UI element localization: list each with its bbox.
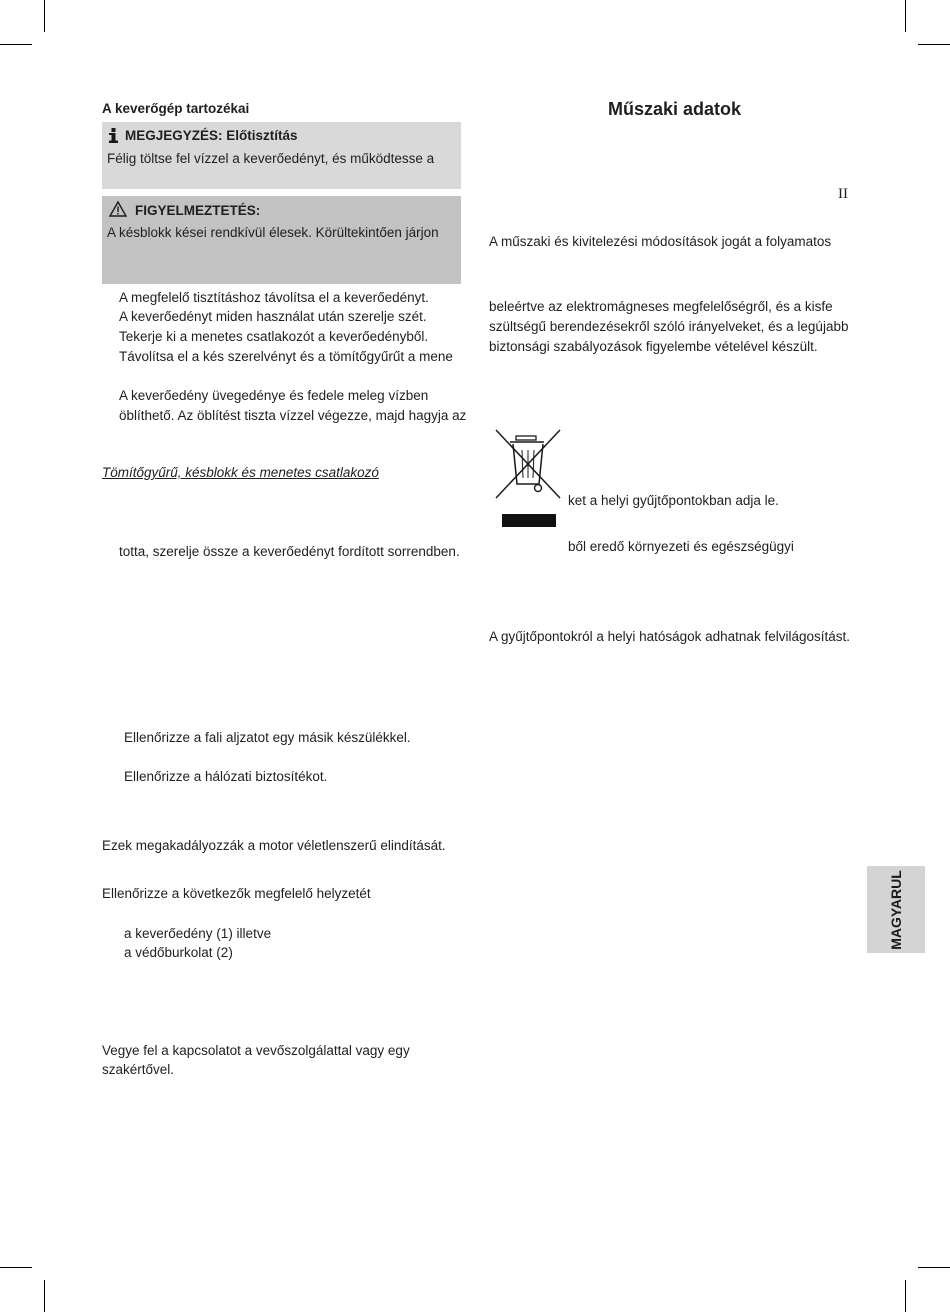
crop-mark bbox=[918, 1267, 950, 1268]
disposal-line: ket a helyi gyűjtőpontokban adja le. bbox=[568, 493, 779, 508]
note-box bbox=[102, 122, 461, 189]
roman-mark: II bbox=[838, 186, 848, 202]
check-fuses-text: Ellenőrizze a hálózati biztosítékot. bbox=[124, 769, 328, 784]
position-item: a védőburkolat (2) bbox=[124, 945, 233, 960]
warning-text: A késblokk kései rendkívül élesek. Körültekintően járjon bbox=[107, 225, 439, 240]
rinse-line: A keverőedény üvegedénye és fedele meleg vízben bbox=[119, 388, 429, 403]
check-positions-text: Ellenőrizze a következők megfelelő helyzetét bbox=[102, 886, 371, 901]
reassemble-text: totta, szerelje össze a keverőedényt fordított sorrendben. bbox=[119, 544, 460, 559]
compliance-line: beleértve az elektromágneses megfelelőségről, és a kisfe bbox=[489, 299, 833, 314]
motor-text: Ezek megakadályozzák a motor véletlenszerű elindítását. bbox=[102, 838, 446, 853]
note-title: MEGJEGYZÉS: Előtisztítás bbox=[125, 128, 298, 143]
language-tab bbox=[867, 866, 925, 953]
crop-mark bbox=[905, 1280, 906, 1312]
compliance-line: szültségű berendezésekről szóló irányelveket, és a legújabb bbox=[489, 319, 849, 334]
cleaning-line: A keverőedényt miden használat után szerelje szét. bbox=[119, 309, 427, 324]
rights-text: A műszaki és kivitelezési módosítások jogát a folyamatos bbox=[489, 234, 832, 249]
cleaning-line: Távolítsa el a kés szerelvényt és a tömítőgyűrűt a mene bbox=[119, 349, 453, 364]
position-item: a keverőedény (1) illetve bbox=[124, 926, 272, 941]
crop-mark bbox=[44, 1280, 45, 1312]
check-socket-text: Ellenőrizze a fali aljzatot egy másik készülékkel. bbox=[124, 730, 411, 745]
cleaning-line: Tekerje ki a menetes csatlakozót a keverőedényből. bbox=[119, 329, 429, 344]
crop-mark bbox=[0, 1267, 32, 1268]
page-title: Műszaki adatok bbox=[608, 99, 742, 119]
compliance-line: biztonsági szabályozások figyelembe vételével készült. bbox=[489, 339, 818, 354]
note-text: Félig töltse fel vízzel a keverőedényt, és működtesse a bbox=[107, 151, 435, 166]
cleaning-line: A megfelelő tisztításhoz távolítsa el a keverőedényt. bbox=[119, 290, 429, 305]
authorities-text: A gyűjtőpontokról a helyi hatóságok adhatnak felvilágosítást. bbox=[489, 629, 850, 644]
crop-mark bbox=[0, 44, 32, 45]
disposal-line: ből eredő környezeti és egészségügyi bbox=[568, 539, 794, 554]
crop-mark bbox=[44, 0, 45, 32]
subheading-seal: Tömítőgyűrű, késblokk és menetes csatlakozó bbox=[102, 465, 379, 480]
warning-title: FIGYELMEZTETÉS: bbox=[135, 203, 261, 218]
contact-line: Vegye fel a kapcsolatot a vevőszolgálattal vagy egy bbox=[102, 1043, 410, 1058]
rinse-line: öblíthető. Az öblítést tiszta vízzel végezze, majd hagyja az bbox=[119, 408, 467, 423]
crossed-out-wheelie-bin-icon bbox=[494, 428, 562, 528]
contact-line: szakértővel. bbox=[102, 1062, 175, 1077]
info-icon bbox=[108, 128, 119, 143]
language-tab-label: MAGYARUL bbox=[888, 869, 904, 950]
warning-triangle-icon bbox=[109, 201, 127, 217]
warning-box bbox=[102, 196, 461, 284]
crop-mark bbox=[905, 0, 906, 32]
crop-mark bbox=[918, 44, 950, 45]
section-title: A keverőgép tartozékai bbox=[102, 101, 250, 116]
